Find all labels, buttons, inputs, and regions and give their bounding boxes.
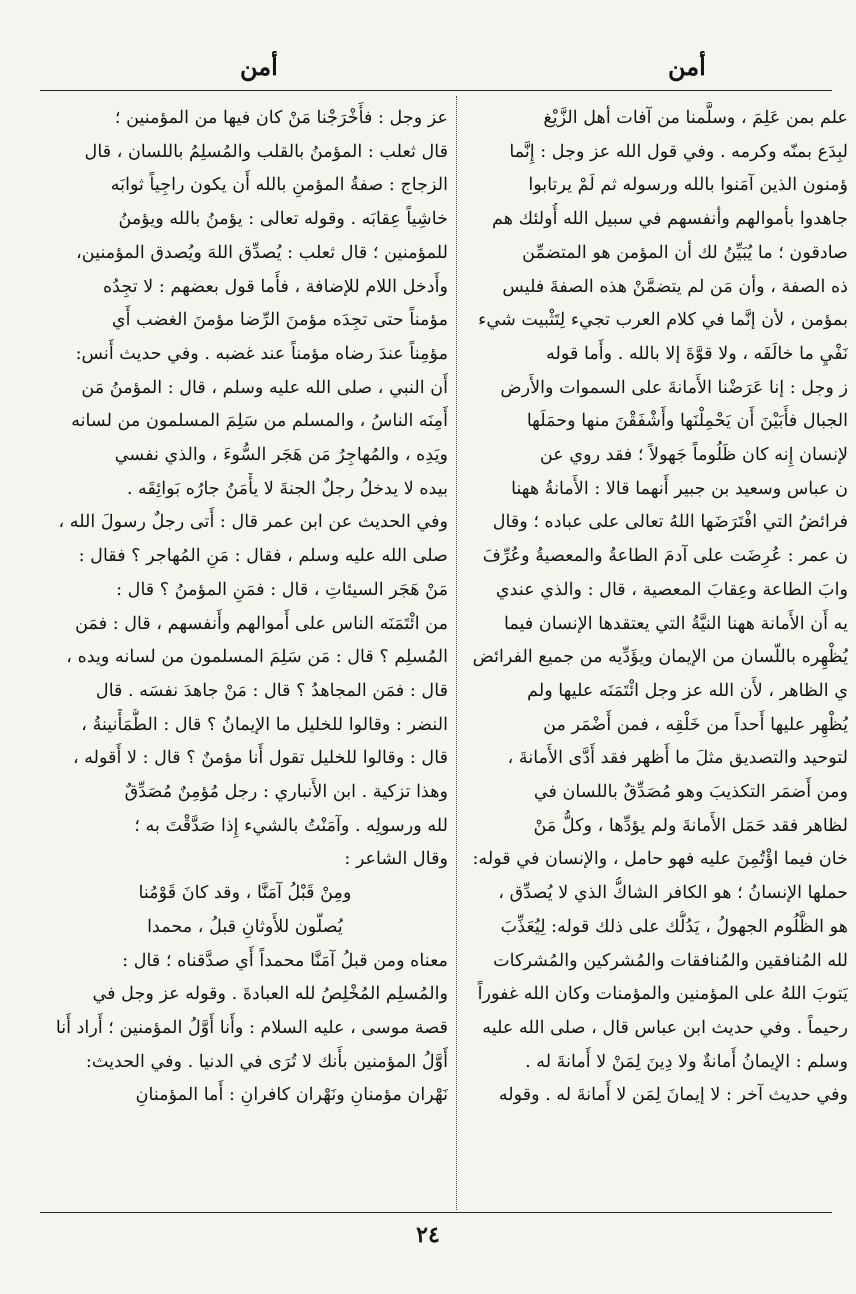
text-line: قال : فمَن المجاهدُ ؟ قال : مَنْ جاهدَ نفسَه . قال [95, 680, 448, 701]
text-line: قصة موسى ، عليه السلام : وأَنا أَوَّلُ المؤمنين ؛ أَراد أَنا [55, 1017, 448, 1038]
text-line: وابَ الطاعة وعِقابَ المعصية ، قال : والذي عندي [495, 579, 848, 600]
text-line: بمؤمن ، لأن إنَّما في كلام العرب تجيء لِتَثْبيت شيء [478, 310, 848, 331]
text-line: من ائْتَمَنَه الناس على أَموالهم وأَنفسهم ، قال : فمَن [75, 613, 448, 634]
text-line: والمُسلِم المُخْلِصُ لله العبادةَ . وقوله عز وجل في [92, 984, 448, 1005]
right-text-column [464, 102, 848, 1202]
poem-verse: ومِنْ قَبْلُ آمَنَّا ، وقد كانَ قَوْمُنا [138, 883, 352, 904]
text-line: صادقون ؛ ما يُبَيِّنُ لك أن المؤمن هو المتضمِّن [522, 242, 848, 263]
text-line: ن عباس وسعيد بن جبير أَنهما قالا : الأَمانةُ ههنا [511, 478, 848, 499]
text-line: وفي حديث آخر : لا إيمانَ لِمَن لا أَمانةَ له . وقوله [498, 1085, 848, 1106]
text-line: يُظْهِر عليها أَحداً من خَلْقِه ، فمن أَضْمَر من [543, 714, 848, 735]
text-line: الزجاج : صفةُ المؤمنِ بالله أَن يكون راجِياً ثوابَه [110, 175, 448, 196]
text-line: حملها الإنسانُ ؛ هو الكافر الشاكُّ الذي لا يُصدِّق ، [498, 883, 848, 904]
text-line: الجبال فأَبَيْنَ أَن يَحْمِلْنَها وأَشْفَقْنَ منها وحمَلَها [526, 411, 848, 432]
left-column-headword: أمن [240, 52, 278, 81]
text-line: يُظْهِره باللّسان من الإيمان ويؤَدِّيه من جميع الفرائض [472, 647, 848, 668]
text-line: لله ورسولِه . وآمَنْتُ بالشيء إِذا صَدَّقْتَ به ؛ [134, 815, 448, 836]
text-line: قال ثعلب : المؤمنُ بالقلب والمُسلِمُ باللسان ، قال [84, 141, 448, 162]
text-line: علم بمن عَلِمَ ، وسلَّمنا من آفات أهل الزَّيْغ [543, 108, 848, 128]
header-rule [40, 90, 832, 91]
text-line: ز وجل : إنا عَرَضْنا الأَمانةَ على السموات والأَرض [500, 377, 848, 398]
text-line: للمؤمنين ؛ قال ثعلب : يُصدِّق اللهَ ويُصدق المؤمنين، [76, 242, 448, 263]
poem-verse: يُصلّون للأَوثانِ قبلُ ، محمدا [147, 916, 343, 937]
footer-rule [40, 1212, 832, 1213]
column-divider [456, 96, 457, 1210]
text-line: وأَدخل اللام للإضافة ، فأَما قول بعضهم : لا تجِدُه [102, 276, 448, 297]
text-line: أَوَّلُ المؤمنين بأَنك لا تُرَى في الدنيا . وفي الحديث: [85, 1051, 448, 1072]
text-line: أَمِنَه الناسُ ، والمسلم من سَلِمَ المسلمون من لسانه [71, 411, 448, 432]
text-line: النضر : وقالوا للخليل ما الإيمانُ ؟ قال : الطُّمَأْنينةُ ، [81, 714, 448, 735]
text-line: رحيماً . وفي حديث ابن عباس قال ، صلى الله عليه [482, 1017, 848, 1038]
text-line: أَن النبي ، صلى الله عليه وسلم ، قال : المؤمنُ مَن [81, 377, 448, 398]
page-number: ٢٤ [416, 1222, 440, 1248]
left-text-column [42, 102, 448, 1202]
text-line: لتوحيد والتصديق مثلَ ما أَظهر فقد أَدَّى الأَمانةَ ، [507, 748, 848, 769]
text-line: نَفْيِ ما خالَفَه ، ولا قوَّةَ إلا بالله . وأَما قوله [546, 343, 848, 364]
text-line: يه أَن الأَمانة ههنا النيَّةُ التي يعتقدها الإنسان فيما [503, 613, 848, 634]
text-line: بيده لا يدخلُ رجلٌ الجنةَ لا يأْمَنُ جارُه بَوائِقَه . [126, 478, 448, 499]
text-line: لبِدَع بمنّه وكرمه . وفي قول الله عز وجل : إِنَّما [509, 141, 848, 162]
text-line: وقال الشاعر : [344, 849, 448, 870]
text-line: معناه ومن قبلُ آمَنَّا محمداً أَي صدَّقناه ؛ قال : [122, 950, 448, 971]
text-line: جاهدوا بأموالهم وأنفسهم في سبيل الله أُولئك هم [492, 209, 848, 230]
text-line: لظاهر فقد حَمَل الأَمانةَ ولم يؤدِّها ، وكلُّ مَنْ [533, 815, 848, 836]
text-line: ومن أَضمَر التكذيبَ وهو مُصَدِّقٌ باللسان في [533, 782, 848, 803]
text-line: نَهْران مؤمنانِ ونَهْران كافرانِ : أَما المؤمنانِ [135, 1085, 448, 1106]
text-line: المُسلِم ؟ قال : مَن سَلِمَ المسلمون من لسانه ويده ، [66, 647, 448, 668]
text-line: مؤمِناً عندَ رضاه مؤمناً عند غضبه . وفي حديث أَنس: [75, 343, 448, 364]
text-line: عز وجل : فأَخْرَجْنا مَنْ كان فيها من المؤمنين ؛ [114, 108, 448, 128]
text-line: يَتوبَ اللهُ على المؤمنين والمؤمنات وكان الله غفوراً [477, 984, 848, 1005]
text-line: وهذا تزكية . ابن الأَنباري : رجل مُؤمِنٌ مُصَدِّقٌ [124, 782, 448, 803]
text-line: ويَدِه ، والمُهاجِرُ مَن هَجَر السُّوءَ ، والذي نفسي [114, 445, 448, 466]
text-line: وسلم : الإيمانُ أَمانةٌ ولا دِينَ لِمَنْ لا أَمانةَ له . [525, 1051, 848, 1072]
text-line: ن عمر : عُرِضَت على آدمَ الطاعةُ والمعصيةُ وعُرِّفَ [482, 546, 848, 567]
text-line: خاشِياً عِقابَه . وقوله تعالى : يؤمنُ بالله ويؤمنُ [118, 209, 448, 230]
right-column-headword: أمن [668, 52, 706, 81]
text-line: هو الظَّلُوم الجهولُ ، يَدُلُّك على ذلك قوله: لِيُعَذِّبَ [500, 916, 848, 937]
text-line: ؤمنون الذين آمَنوا بالله ورسوله ثم لَمْ يرتابوا [528, 175, 848, 196]
text-line: فرائضُ التي افْتَرَضَها اللهُ تعالى على عباده ؛ وقال [492, 512, 848, 533]
text-line: لإنسان إِنه كان ظَلُوماً جَهولاً ؛ فقد روي عن [539, 445, 848, 466]
text-line: ذه الصفة ، وأن مَن لم يتضمَّنْ هذه الصفةَ فليس [502, 276, 848, 297]
text-line: لله المُنافقين والمُنافقات والمُشركين والمُشركات [493, 950, 848, 971]
text-line: وفي الحديث عن ابن عمر قال : أَتى رجلٌ رسولَ الله ، [58, 512, 448, 533]
text-line: مَنْ هَجَر السيئاتِ ، قال : فمَنِ المؤمنُ ؟ قال : [116, 579, 448, 600]
text-line: مؤمناً حتى تجِدَه مؤمنَ الرِّضا مؤمنَ الغضب أَي [111, 310, 448, 331]
text-line: قال : وقالوا للخليل تقول أَنا مؤمنٌ ؟ قال : لا أَقوله ، [72, 748, 448, 769]
text-line: خان فيما اؤْتُمِنَ عليه فهو حامل ، والإنسان في قوله: [472, 849, 848, 870]
text-line: ي الظاهر ، لأَن الله عز وجل ائْتَمَنَه عليها ولم [527, 680, 848, 701]
text-line: صلى الله عليه وسلم ، فقال : مَنِ المُهاجر ؟ فقال : [78, 546, 448, 567]
